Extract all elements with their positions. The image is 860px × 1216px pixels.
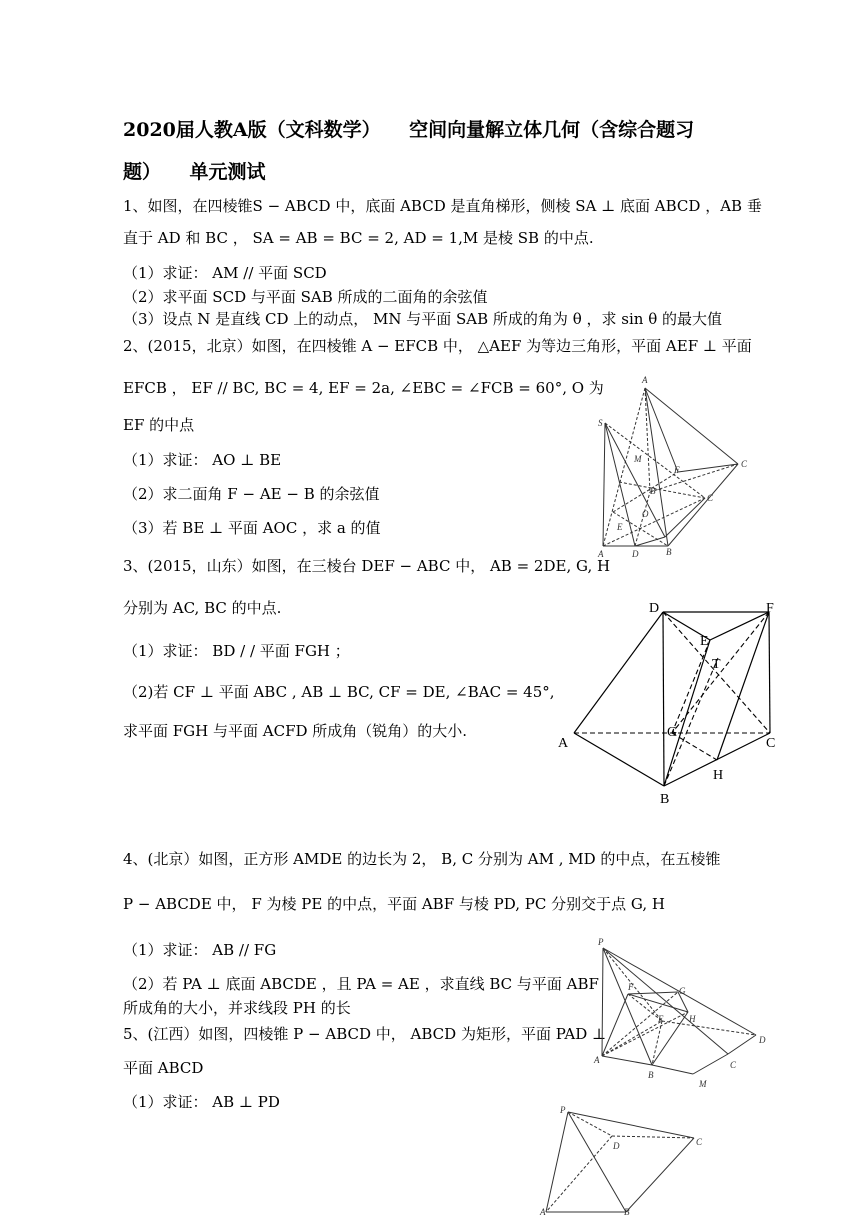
q3-part-1: （1）求证： BD / / 平面 FGH ； — [123, 642, 350, 660]
q4-part-2-line-1: （2）若 PA ⊥ 底面 ABCDE ，且 PA = AE ，求直线 BC 与平面 ABF — [123, 975, 599, 993]
fig3-label-a: A — [594, 1055, 600, 1065]
fig3-label-e: E — [658, 1014, 664, 1024]
fig1-label-o: O — [642, 509, 649, 519]
q3-stem-line-2: 分别为 AC, BC 的中点. — [123, 599, 282, 617]
fig3-label-c: C — [730, 1060, 737, 1070]
fig1-label-b-mid: B — [650, 486, 656, 496]
figure-pyramids — [588, 372, 760, 562]
fig3-label-b: B — [648, 1070, 654, 1080]
fig3-label-m: M — [699, 1079, 707, 1089]
fig2-label-a: A — [558, 736, 569, 751]
fig2-label-c: C — [766, 736, 776, 751]
fig4-label-a: A — [540, 1207, 546, 1216]
fig3-label-h: H — [689, 1014, 696, 1024]
q4-stem-line-2: P − ABCDE 中， F 为棱 PE 的中点，平面 ABF 与棱 PD, PC 分别交于点 G, H — [123, 895, 665, 913]
fig1-label-d: D — [632, 549, 639, 559]
page-title-line-1: 2020届人教A版（文科数学） 空间向量解立体几何（含综合题习 — [123, 119, 695, 141]
fig1-label-e: E — [617, 522, 623, 532]
figure-frustum — [552, 596, 788, 808]
fig1-label-c-right: C — [741, 459, 748, 469]
page-title-line-2: 题） 单元测试 — [123, 161, 266, 183]
q1-stem-line-2: 直于 AD 和 BC ， SA = AB = BC = 2, AD = 1,M 是棱 SB 的中点. — [123, 229, 594, 247]
fig1-label-c-mid: C — [707, 493, 714, 503]
figure-rect-pyramid — [532, 1100, 716, 1216]
fig2-label-e: E — [700, 634, 709, 649]
fig2-label-b: B — [660, 792, 670, 807]
q3-part-3: 求平面 FGH 与平面 ACFD 所成角（锐角）的大小. — [123, 722, 468, 740]
fig3-label-g: G — [679, 986, 686, 996]
q2-stem-line-3: EF 的中点 — [123, 416, 195, 434]
fig2-label-t: T — [712, 657, 721, 672]
q2-part-3: （3）若 BE ⊥ 平面 AOC ，求 a 的值 — [123, 519, 381, 537]
q2-stem-line-2: EFCB ， EF // BC, BC = 4, EF = 2a, ∠EBC = ∠FCB = 60°, O 为 — [123, 379, 604, 397]
fig3-label-f: F — [628, 982, 634, 992]
fig4-label-c: C — [696, 1137, 703, 1147]
q3-part-2: （2)若 CF ⊥ 平面 ABC , AB ⊥ BC, CF = DE, ∠BAC = 45°, — [123, 683, 555, 701]
q2-stem-line-1: 2、(2015，北京）如图，在四棱锥 A − EFCB 中， △AEF 为等边三角形，平面 AEF ⊥ 平面 — [123, 337, 752, 355]
q1-part-3: （3）设点 N 是直线 CD 上的动点， MN 与平面 SAB 所成的角为 θ ，求 sin θ 的最大值 — [123, 310, 722, 328]
fig1-label-a-top: A — [642, 375, 648, 385]
fig1-label-b-bottom: B — [666, 547, 672, 557]
figure-pentagonal-pyramid — [588, 932, 774, 1094]
q5-stem-line-1: 5、(江西）如图，四棱锥 P − ABCD 中， ABCD 为矩形，平面 PAD ⊥ — [123, 1025, 607, 1043]
fig4-label-d: D — [613, 1141, 620, 1151]
fig2-label-h: H — [713, 768, 724, 783]
fig4-label-p: P — [560, 1105, 566, 1115]
q4-part-2-line-2: 所成角的大小，并求线段 PH 的长 — [123, 999, 351, 1017]
q4-stem-line-1: 4、(北京）如图，正方形 AMDE 的边长为 2， B, C 分别为 AM , MD 的中点，在五棱锥 — [123, 850, 721, 868]
q2-part-2: （2）求二面角 F − AE − B 的余弦值 — [123, 485, 380, 503]
fig3-label-d: D — [759, 1035, 766, 1045]
q2-part-1: （1）求证： AO ⊥ BE — [123, 451, 282, 469]
q3-stem-line-1: 3、(2015，山东）如图，在三棱台 DEF − ABC 中， AB = 2DE, G, H — [123, 557, 611, 575]
fig1-label-s: S — [598, 418, 603, 428]
fig1-label-f: F — [674, 465, 680, 475]
fig1-label-a-bottom: A — [598, 549, 604, 559]
q5-part-1: （1）求证： AB ⊥ PD — [123, 1093, 280, 1111]
fig2-label-g: G — [667, 725, 678, 740]
fig3-label-p: P — [598, 937, 604, 947]
fig4-label-b: B — [624, 1207, 630, 1216]
q5-stem-line-2: 平面 ABCD — [123, 1059, 204, 1077]
fig2-label-d: D — [649, 601, 660, 616]
q4-part-1: （1）求证： AB // FG — [123, 941, 277, 959]
q1-part-1: （1）求证： AM // 平面 SCD — [123, 264, 327, 282]
fig1-label-m: M — [634, 454, 642, 464]
q1-stem-line-1: 1、如图，在四棱锥S − ABCD 中，底面 ABCD 是直角梯形，侧棱 SA ⊥ 底面 ABCD ，AB 垂 — [123, 197, 762, 215]
q1-part-2: （2）求平面 SCD 与平面 SAB 所成的二面角的余弦值 — [123, 288, 488, 306]
fig2-label-f: F — [766, 601, 774, 616]
